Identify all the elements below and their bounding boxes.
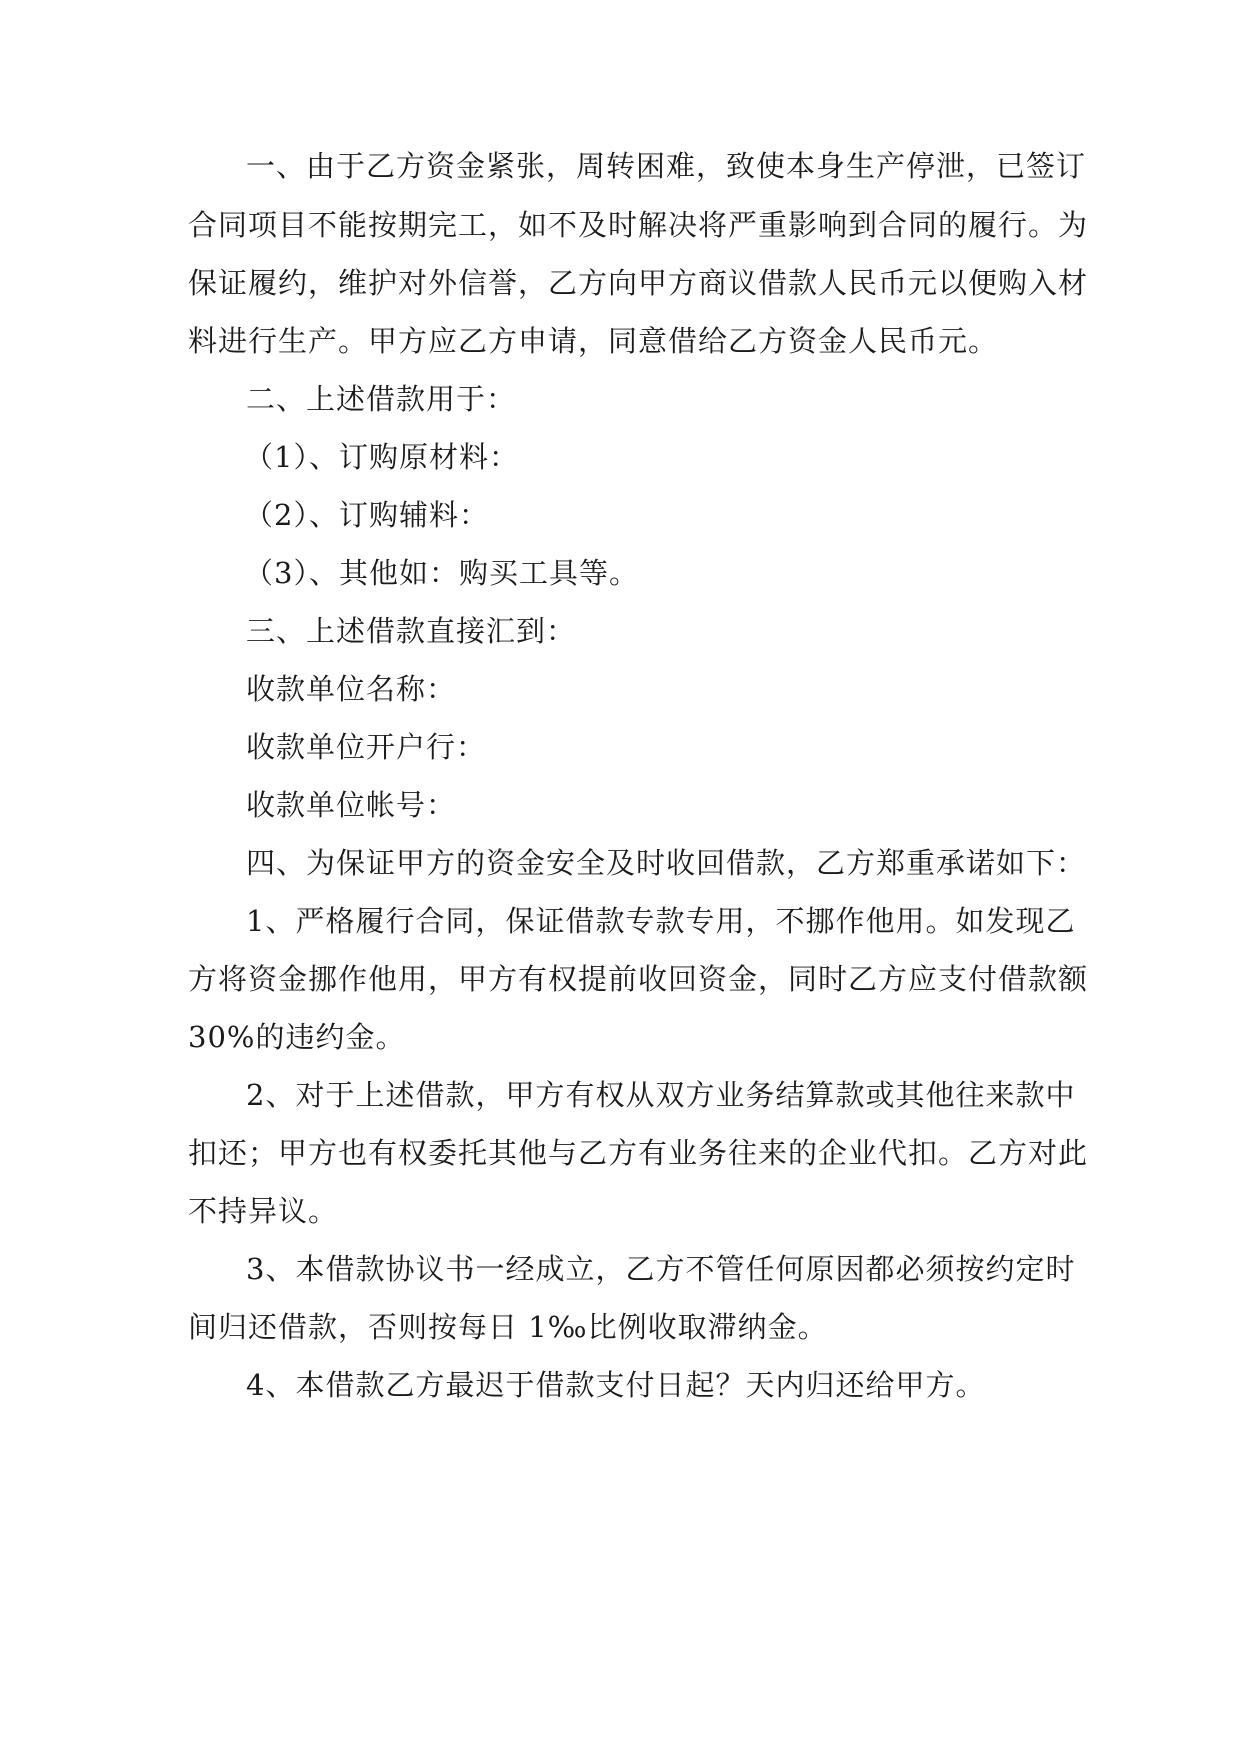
payee-name-label: 收款单位名称： — [246, 672, 457, 706]
clause-1-line-3: 保证履约，维护对外信誉，乙方向甲方商议借款人民币元以便购入材 — [188, 266, 1089, 300]
clause-1-line-2: 合同项目不能按期完工，如不及时解决将严重影响到合同的履行。为 — [188, 208, 1089, 242]
clause-3-heading: 三、上述借款直接汇到： — [246, 614, 577, 648]
commitment-2-line-2: 扣还；甲方也有权委托其他与乙方有业务往来的企业代扣。乙方对此 — [188, 1136, 1089, 1170]
commitment-1-line-2: 方将资金挪作他用，甲方有权提前收回资金，同时乙方应支付借款额 — [188, 962, 1089, 996]
commitment-2-line-3: 不持异议。 — [188, 1194, 339, 1228]
payee-bank-label: 收款单位开户行： — [246, 730, 487, 764]
commitment-3-line-2: 间归还借款，否则按每日 1‰比例收取滞纳金。 — [188, 1310, 828, 1344]
payee-account-label: 收款单位帐号： — [246, 788, 457, 822]
clause-2-item-3: （3）、其他如：购买工具等。 — [244, 556, 639, 590]
clause-1-line-1: 一、由于乙方资金紧张，周转困难，致使本身生产停泄，已签订 — [246, 149, 1087, 183]
clause-1-line-4: 料进行生产。甲方应乙方申请，同意借给乙方资金人民币元。 — [188, 324, 999, 358]
clause-2-item-2: （2）、订购辅料： — [244, 498, 489, 532]
commitment-4-line-1: 4、本借款乙方最迟于借款支付日起？天内归还给甲方。 — [246, 1368, 986, 1402]
clause-4-heading: 四、为保证甲方的资金安全及时收回借款，乙方郑重承诺如下： — [246, 846, 1087, 880]
commitment-1-line-3: 30%的违约金。 — [188, 1020, 406, 1054]
clause-2-item-1: （1）、订购原材料： — [244, 440, 519, 474]
commitment-1-line-1: 1、严格履行合同，保证借款专款专用，不挪作他用。如发现乙 — [246, 904, 1076, 938]
clause-2-heading: 二、上述借款用于： — [246, 382, 517, 416]
commitment-2-line-1: 2、对于上述借款，甲方有权从双方业务结算款或其他往来款中 — [246, 1078, 1076, 1112]
commitment-3-line-1: 3、本借款协议书一经成立，乙方不管任何原因都必须按约定时 — [246, 1252, 1076, 1286]
